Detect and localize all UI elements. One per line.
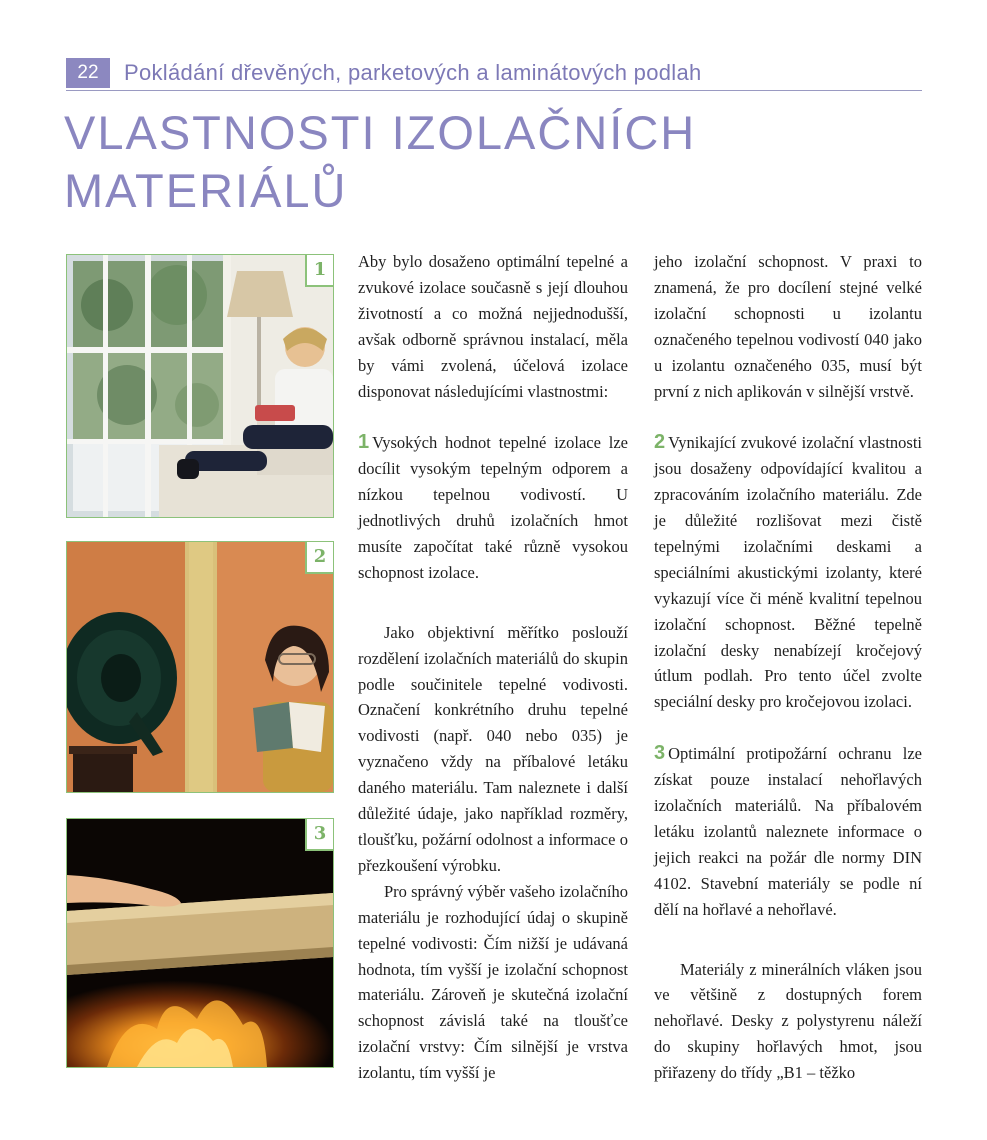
photo-woman-reading-gramophone <box>66 541 334 793</box>
photo-number-badge: 2 <box>305 542 333 574</box>
intro-paragraph: Aby bylo dosaženo optimální tepelné a zvukové izolace současně s její dlouhou životností a co možná nejjednodušší, avšak odborně správnou instalací, měla by vámi zvolená, účelová izolace disponovat následujícími vlastnostmi: <box>358 252 628 401</box>
section-title: Pokládání dřevěných, parketových a laminátových podlah <box>124 60 702 85</box>
item-text: Optimální protipožární ochranu lze získat pouze instalací nehořlavých izolačních materiálů. Na příbalovém letáku izolantů naleznete informace o jejich reakci na požár dle normy DIN 4102. Stavební materiály se podle ní dělí na hořlavé a nehořlavé. <box>654 744 922 919</box>
photo-number-badge: 3 <box>305 819 333 851</box>
item-text: Vynikající zvukové izolační vlastnosti jsou dosaženy odpovídající kvalitou a zpracováním izolačního materiálu. Zde je důležité rozlišovat mezi čistě tepelnými izolačními deskami a speciálními akustickými izolanty, které vykazují více či méně kvalitní tepelnou izolační schopnost. Běžné tepelně izolační desky nenabízejí kročejový útlum podlah. Pro tento účel zvolte speciální desky pro kročejovou izolaci. <box>654 433 922 712</box>
page-title-line1: VLASTNOSTI IZOLAČNÍCH <box>64 106 697 159</box>
paragraph-continued: jeho izolační schopnost. V praxi to znamená, že pro docílení stejné velké izolační schopnosti u izolantu označeného tepelnou vodivostí 040 jako u izolantu označeného 035, musí být první z nich aplikován v silnější vrstvě. <box>654 252 922 401</box>
text-column-right <box>654 249 922 1086</box>
running-header <box>66 58 922 91</box>
page-title <box>64 104 924 220</box>
item-text: Vysokých hodnot tepelné izolace lze docílit vysokým tepelným odporem a nízkou tepelnou vodivostí. U jednotlivých druhů izolačních hmot musíte započítat také různě vysokou schopnost izolace. <box>358 433 628 582</box>
paragraph: Materiály z minerálních vláken jsou ve většině z dostupných forem nehořlavé. Desky z polystyrenu náleží do skupiny hořlavých hmot, jsou přiřazeny do třídy „B1 – těžko <box>654 959 922 1083</box>
page-title-line2: MATERIÁLŮ <box>64 164 348 217</box>
photo-woman-in-armchair <box>66 254 334 518</box>
item-number: 2 <box>654 431 666 454</box>
paragraph: Jako objektivní měřítko poslouží rozdělení izolačních materiálů do skupin podle součinitele tepelné vodivosti. Označení konkrétního druhu tepelné vodivosti (např. 040 nebo 035) je vyznačeno vždy na příbalové letáku daného materiálu. Tam naleznete i další důležité údaje, jako například rozměry, tloušťku, požární odolnost a informace o přezkoušení výrobku. <box>358 622 628 875</box>
photo-insulation-fire-test <box>66 818 334 1068</box>
photo-number-badge: 1 <box>305 255 333 287</box>
page-number: 22 <box>66 58 110 88</box>
item-number: 1 <box>358 431 370 454</box>
paragraph: Pro správný výběr vašeho izolačního materiálu je rozhodující údaj o skupině tepelné vodivosti: Čím nižší je udávaná hodnota, tím vyšší je izolační schopnost materiálu. Zároveň je skutečná izolační schopnost závislá také na tloušťce izolační vrstvy: Čím silnější je vrstva izolantu, tím vyšší je <box>358 881 628 1083</box>
property-item-1 <box>358 430 628 585</box>
property-item-2 <box>654 430 922 715</box>
item-number: 3 <box>654 742 666 765</box>
text-column-left <box>358 249 628 1086</box>
property-item-3 <box>654 741 922 922</box>
